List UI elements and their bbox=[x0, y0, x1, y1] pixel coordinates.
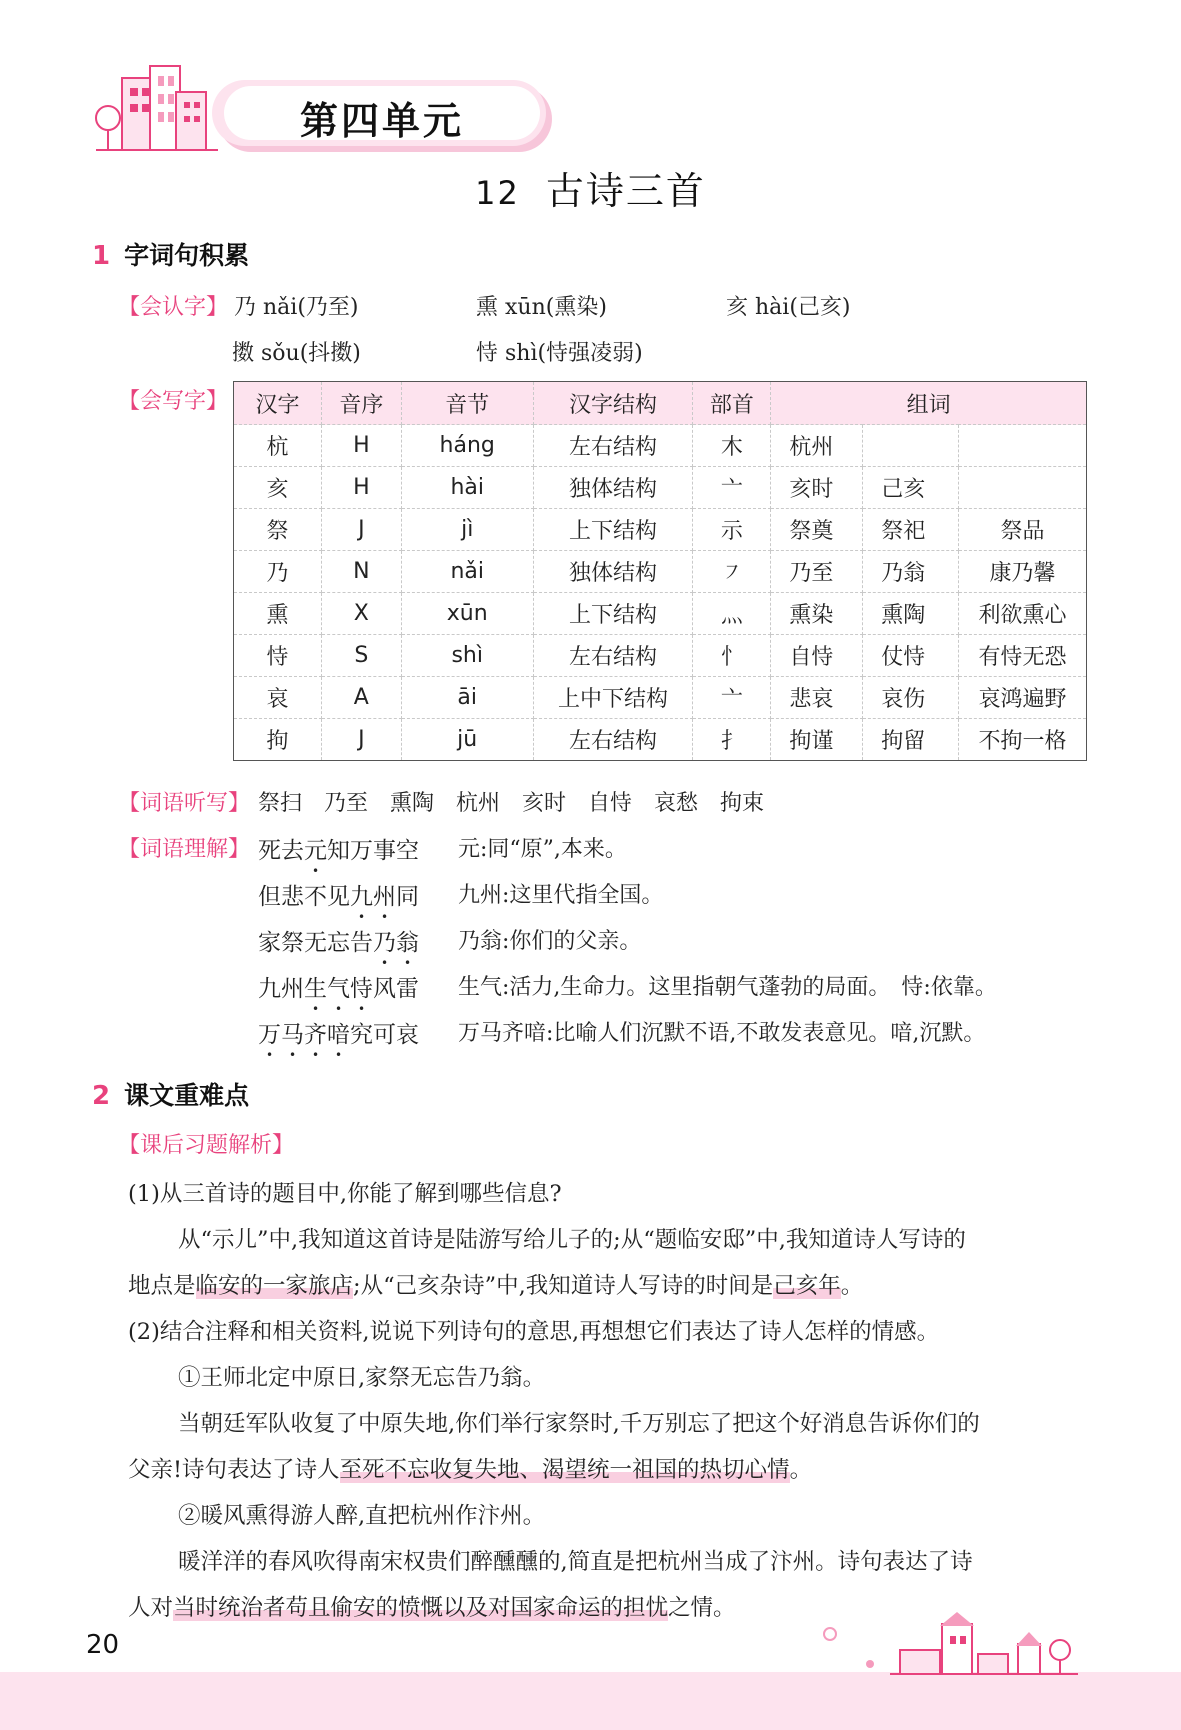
table-cell-word: 哀伤 bbox=[863, 677, 959, 719]
table-row bbox=[234, 719, 1087, 761]
understand-line bbox=[258, 970, 419, 1016]
unit-banner bbox=[92, 58, 462, 158]
table-cell-index: S bbox=[321, 635, 401, 677]
table-cell-index: H bbox=[321, 425, 401, 467]
table-cell-structure: 左右结构 bbox=[533, 425, 693, 467]
table-cell-word: 祭奠 bbox=[771, 509, 863, 551]
table-cell-structure: 独体结构 bbox=[533, 467, 693, 509]
answer-1-line bbox=[128, 1268, 1083, 1300]
phrase-text: 死去 bbox=[258, 838, 304, 864]
table-header: 组词 bbox=[771, 382, 1087, 425]
table-cell-index: N bbox=[321, 551, 401, 593]
recognize-item: 乃 nǎi(乃至) bbox=[234, 295, 359, 320]
answer-2-1-line bbox=[128, 1452, 1083, 1484]
table-cell-radical: 扌 bbox=[693, 719, 771, 761]
answer-text: ;从“己亥杂诗”中,我知道诗人写诗的时间是 bbox=[353, 1273, 774, 1299]
character-table bbox=[233, 381, 1087, 761]
table-cell-index: X bbox=[321, 593, 401, 635]
table-header: 音序 bbox=[321, 382, 401, 425]
table-cell-radical: 示 bbox=[693, 509, 771, 551]
table-cell-word: 康乃馨 bbox=[959, 551, 1087, 593]
phrase-text: 家祭无忘告 bbox=[258, 930, 373, 956]
section1-title: 字词句积累 bbox=[124, 241, 250, 270]
table-cell-word: 熏染 bbox=[771, 593, 863, 635]
understand-explain: 九州:这里代指全国。 bbox=[458, 883, 664, 908]
recognize-item: 擞 sǒu(抖擞) bbox=[232, 341, 361, 366]
table-cell-pinyin: jì bbox=[401, 509, 533, 551]
table-cell-index: A bbox=[321, 677, 401, 719]
exercise-tag: 【课后习题解析】 bbox=[118, 1133, 295, 1158]
dictation-words: 祭扫 乃至 熏陶 杭州 亥时 自恃 哀愁 拘束 bbox=[258, 791, 765, 816]
understand-tag: 【词语理解】 bbox=[118, 837, 251, 862]
table-row bbox=[234, 551, 1087, 593]
recognize-tag: 【会认字】 bbox=[118, 295, 229, 320]
phrase-text: 同 bbox=[396, 884, 419, 910]
table-cell-radical: 木 bbox=[693, 425, 771, 467]
write-tag: 【会写字】 bbox=[118, 389, 229, 414]
table-cell-char: 哀 bbox=[234, 677, 322, 719]
answer-2-2-line: 暖洋洋的春风吹得南宋权贵们醉醺醺的,简直是把杭州当成了汴州。诗句表达了诗 bbox=[178, 1549, 973, 1575]
phrase-dotted: 乃翁 bbox=[373, 930, 419, 956]
table-cell-word: 己亥 bbox=[863, 467, 959, 509]
section1-heading bbox=[92, 236, 249, 272]
understand-line bbox=[258, 878, 419, 924]
table-cell-word bbox=[863, 425, 959, 467]
understand-explain: 生气:活力,生命力。这里指朝气蓬勃的局面。 恃:依靠。 bbox=[458, 975, 997, 1000]
buildings-illustration-icon bbox=[92, 58, 222, 158]
table-cell-word: 熏陶 bbox=[863, 593, 959, 635]
table-row bbox=[234, 509, 1087, 551]
answer-1-line: 从“示儿”中,我知道这首诗是陆游写给儿子的;从“题临安邸”中,我知道诗人写诗的 bbox=[178, 1227, 966, 1253]
answer-2-1-line: 当朝廷军队收复了中原失地,你们举行家祭时,千万别忘了把这个好消息告诉你们的 bbox=[178, 1411, 980, 1437]
answer-text: 之情。 bbox=[668, 1595, 736, 1621]
section1-number: 1 bbox=[92, 241, 111, 271]
table-cell-radical: 忄 bbox=[693, 635, 771, 677]
answer-highlight: 当时统治者苟且偷安的愤慨以及对国家命运的担忧 bbox=[173, 1595, 669, 1621]
table-header: 音节 bbox=[401, 382, 533, 425]
table-row bbox=[234, 425, 1087, 467]
unit-title: 第四单元 bbox=[299, 99, 464, 143]
section2-heading bbox=[92, 1076, 249, 1112]
table-header: 汉字结构 bbox=[533, 382, 693, 425]
understand-explain: 万马齐喑:比喻人们沉默不语,不敢发表意见。喑,沉默。 bbox=[458, 1021, 986, 1046]
phrase-text: 究可哀 bbox=[350, 1022, 419, 1048]
table-cell-structure: 上下结构 bbox=[533, 593, 693, 635]
phrase-dotted: 元 bbox=[304, 838, 327, 864]
answer-text: 人对 bbox=[128, 1595, 174, 1621]
table-cell-word: 祭品 bbox=[959, 509, 1087, 551]
table-cell-radical: 灬 bbox=[693, 593, 771, 635]
question-2-2: ②暖风熏得游人醉,直把杭州作汴州。 bbox=[178, 1503, 546, 1529]
table-cell-word: 有恃无恐 bbox=[959, 635, 1087, 677]
table-cell-pinyin: hài bbox=[401, 467, 533, 509]
table-cell-structure: 上下结构 bbox=[533, 509, 693, 551]
table-cell-word: 拘谨 bbox=[771, 719, 863, 761]
table-cell-pinyin: nǎi bbox=[401, 551, 533, 593]
table-cell-word: 悲哀 bbox=[771, 677, 863, 719]
understand-line bbox=[258, 924, 419, 970]
table-header: 部首 bbox=[693, 382, 771, 425]
table-cell-word: 不拘一格 bbox=[959, 719, 1087, 761]
table-cell-index: J bbox=[321, 509, 401, 551]
footer-band bbox=[0, 1672, 1181, 1730]
table-cell-structure: 上中下结构 bbox=[533, 677, 693, 719]
table-cell-char: 祭 bbox=[234, 509, 322, 551]
table-cell-pinyin: shì bbox=[401, 635, 533, 677]
table-cell-radical: ㇇ bbox=[693, 551, 771, 593]
table-cell-char: 亥 bbox=[234, 467, 322, 509]
understand-explain: 乃翁:你们的父亲。 bbox=[458, 929, 642, 954]
answer-text: 。 bbox=[840, 1273, 864, 1299]
phrase-text: 风雷 bbox=[373, 976, 419, 1002]
table-cell-word bbox=[959, 425, 1087, 467]
dictation-tag: 【词语听写】 bbox=[118, 791, 251, 816]
table-cell-word bbox=[959, 467, 1087, 509]
town-illustration-icon bbox=[810, 1610, 1080, 1678]
understand-line bbox=[258, 1016, 419, 1062]
table-cell-char: 恃 bbox=[234, 635, 322, 677]
table-cell-word: 杭州 bbox=[771, 425, 863, 467]
table-cell-word: 祭祀 bbox=[863, 509, 959, 551]
phrase-dotted: 九州 bbox=[350, 884, 396, 910]
recognize-item: 熏 xūn(熏染) bbox=[476, 295, 607, 320]
table-cell-index: J bbox=[321, 719, 401, 761]
table-cell-pinyin: xūn bbox=[401, 593, 533, 635]
lesson-number: 12 bbox=[475, 174, 520, 212]
section2-number: 2 bbox=[92, 1081, 111, 1111]
understand-explain: 元:同“原”,本来。 bbox=[458, 837, 627, 862]
lesson-title bbox=[0, 160, 1181, 215]
table-cell-pinyin: āi bbox=[401, 677, 533, 719]
answer-text: 父亲!诗句表达了诗人 bbox=[128, 1457, 340, 1483]
section2-title: 课文重难点 bbox=[124, 1081, 250, 1110]
answer-highlight: 己亥年 bbox=[773, 1273, 841, 1299]
question-2-1: ①王师北定中原日,家祭无忘告乃翁。 bbox=[178, 1365, 546, 1391]
phrase-text: 但悲不见 bbox=[258, 884, 350, 910]
table-cell-word: 利欲熏心 bbox=[959, 593, 1087, 635]
phrase-dotted: 生气恃 bbox=[304, 976, 373, 1002]
table-header: 汉字 bbox=[234, 382, 322, 425]
page-number: 20 bbox=[86, 1630, 120, 1660]
table-cell-pinyin: háng bbox=[401, 425, 533, 467]
answer-text: 。 bbox=[789, 1457, 813, 1483]
table-cell-word: 亥时 bbox=[771, 467, 863, 509]
table-cell-char: 熏 bbox=[234, 593, 322, 635]
understand-line bbox=[258, 832, 419, 878]
table-cell-word: 乃翁 bbox=[863, 551, 959, 593]
table-cell-char: 杭 bbox=[234, 425, 322, 467]
table-cell-word: 乃至 bbox=[771, 551, 863, 593]
table-cell-word: 自恃 bbox=[771, 635, 863, 677]
table-cell-word: 哀鸿遍野 bbox=[959, 677, 1087, 719]
phrase-text: 九州 bbox=[258, 976, 304, 1002]
question-2: (2)结合注释和相关资料,说说下列诗句的意思,再想想它们表达了诗人怎样的情感。 bbox=[128, 1319, 940, 1345]
table-row bbox=[234, 635, 1087, 677]
answer-highlight: 至死不忘收复失地、渴望统一祖国的热切心情 bbox=[339, 1457, 790, 1483]
table-cell-word: 拘留 bbox=[863, 719, 959, 761]
answer-highlight: 临安的一家旅店 bbox=[195, 1273, 354, 1299]
table-row bbox=[234, 593, 1087, 635]
table-cell-char: 拘 bbox=[234, 719, 322, 761]
phrase-dotted: 万马齐喑 bbox=[258, 1022, 350, 1048]
table-cell-word: 仗恃 bbox=[863, 635, 959, 677]
table-cell-pinyin: jū bbox=[401, 719, 533, 761]
table-row bbox=[234, 677, 1087, 719]
table-cell-radical: 亠 bbox=[693, 467, 771, 509]
table-row bbox=[234, 467, 1087, 509]
table-cell-structure: 左右结构 bbox=[533, 719, 693, 761]
table-cell-index: H bbox=[321, 467, 401, 509]
table-header-row bbox=[234, 382, 1087, 425]
phrase-text: 知万事空 bbox=[327, 838, 419, 864]
recognize-item: 恃 shì(恃强凌弱) bbox=[476, 341, 643, 366]
answer-text: 地点是 bbox=[128, 1273, 196, 1299]
recognize-item: 亥 hài(己亥) bbox=[726, 295, 851, 320]
table-cell-structure: 独体结构 bbox=[533, 551, 693, 593]
table-cell-structure: 左右结构 bbox=[533, 635, 693, 677]
table-cell-char: 乃 bbox=[234, 551, 322, 593]
question-1: (1)从三首诗的题目中,你能了解到哪些信息? bbox=[128, 1181, 562, 1207]
table-cell-radical: 亠 bbox=[693, 677, 771, 719]
lesson-name: 古诗三首 bbox=[545, 169, 706, 213]
